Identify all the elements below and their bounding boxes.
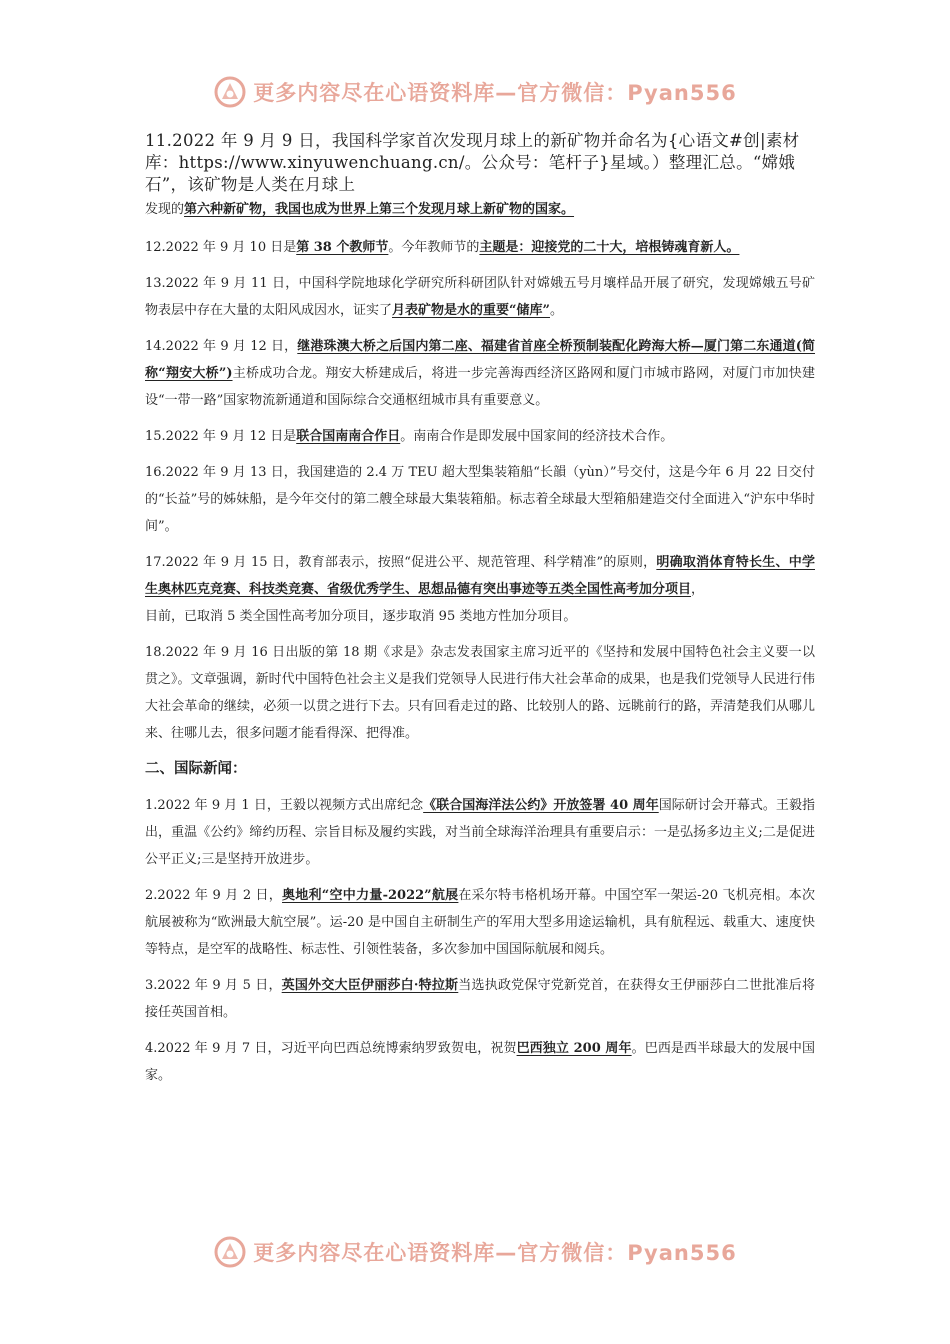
intl-item-2: 2.2022 年 9 月 2 日，奥地利“空中力量-2022”航展在采尔特韦格机场开幕。中国空军一架运-20 飞机亮相。本次航展被称为“欧洲最大航空展”。运-20 是中国自主研制生产的军用大型多用途运输机，具有航程远、载重大、速度快等特点，是空军的战略性、标志性、引领性装备，多次参加中国国际航展和阅兵。 — [145, 888, 815, 957]
highlight: 主题是：迎接党的二十大，培根铸魂育新人。 — [479, 240, 740, 255]
highlight: 奥地利“空中力量-2022”航展 — [282, 888, 459, 903]
item-15: 15.2022 年 9 月 12 日是联合国南南合作日。南南合作是即发展中国家间的经济技术合作。 — [145, 429, 674, 444]
item-17: 17.2022 年 9 月 15 日，教育部表示，按照“促进公平、规范管理、科学精准”的原则，明确取消体育特长生、中学生奥林匹克竞赛、科技类竞赛、省级优秀学生、思想品德有突出事迹等五类全国性高考加分项目， 目前，已取消 5 类全国性高考加分项目，逐步取消 95 类地方性加分项目。 — [145, 555, 815, 624]
highlight: 第 38 个教师节 — [296, 240, 389, 255]
watermark-text: 更多内容尽在心语资料库—官方微信：Pyan556 — [253, 1241, 737, 1265]
watermark-text: 更多内容尽在心语资料库—官方微信：Pyan556 — [253, 81, 737, 105]
highlight: 明确取消体育特长生、中学生奥林匹克竞赛、科技类竞赛、省级优秀学生、思想品德有突出事迹等五类全国性高考加分项目 — [145, 555, 815, 597]
highlight: 巴西独立 200 周年 — [516, 1041, 632, 1056]
header-watermark-banner — [0, 72, 950, 112]
section-title-international-news: 二、国际新闻： — [145, 761, 247, 777]
highlight: 继港珠澳大桥之后国内第二座、福建省首座全桥预制装配化跨海大桥—厦门第二东通道(简称“翔安大桥”) — [145, 339, 816, 381]
highlight: 第六种新矿物，我国也成为世界上第三个发现月球上新矿物的国家。 — [184, 202, 575, 217]
brand-logo-icon — [213, 1235, 247, 1269]
highlight: 《联合国海洋法公约》开放签署 40 周年 — [423, 798, 659, 813]
item-14: 14.2022 年 9 月 12 日，继港珠澳大桥之后国内第二座、福建省首座全桥预制装配化跨海大桥—厦门第二东通道(简称“翔安大桥”)主桥成功合龙。翔安大桥建成后，将进一步完善海西经济区路网和厦门市城市路网，对厦门市加快建设“一带一路”国家物流新通道和国际综合交通枢纽城市具有重要意义。 — [145, 339, 816, 408]
item-11-tail: 发现的第六种新矿物，我国也成为世界上第三个发现月球上新矿物的国家。 — [145, 202, 575, 217]
brand-logo-icon — [213, 75, 247, 109]
document-body — [145, 130, 815, 1098]
intl-item-4: 4.2022 年 9 月 7 日，习近平向巴西总统博索纳罗致贺电，祝贺巴西独立 200 周年。巴西是西半球最大的发展中国家。 — [145, 1041, 815, 1083]
item-18: 18.2022 年 9 月 16 日出版的第 18 期《求是》杂志发表国家主席习近平的《坚持和发展中国特色社会主义要一以贯之》。文章强调，新时代中国特色社会主义是我们党领导人民进行伟大社会革命的成果，也是我们党领导人民进行伟大社会革命的继续，必须一以贯之进行下去。只有回看走过的路、比较别人的路、远眺前行的路，弄清楚我们从哪儿来、往哪儿去，很多问题才能看得深、把得准。 — [145, 645, 815, 741]
intl-item-1: 1.2022 年 9 月 1 日，王毅以视频方式出席纪念《联合国海洋法公约》开放签署 40 周年国际研讨会开幕式。王毅指出，重温《公约》缔约历程、宗旨目标及履约实践，对当前全球海洋治理具有重要启示：一是弘扬多边主义;二是促进公平正义;三是坚持开放进步。 — [145, 798, 815, 867]
intl-item-3: 3.2022 年 9 月 5 日，英国外交大臣伊丽莎白·特拉斯当选执政党保守党新党首，在获得女王伊丽莎白二世批准后将接任英国首相。 — [145, 978, 815, 1020]
item-12: 12.2022 年 9 月 10 日是第 38 个教师节。今年教师节的主题是：迎接党的二十大，培根铸魂育新人。 — [145, 240, 740, 255]
highlight: 联合国南南合作日 — [296, 429, 401, 444]
highlight: 月表矿物是水的重要“储库” — [392, 303, 550, 318]
item-16: 16.2022 年 9 月 13 日，我国建造的 2.4 万 TEU 超大型集装箱船“长韻（yùn）”号交付，这是今年 6 月 22 日交付的“长益”号的姊妹船，是今年交付的第二艘全球最大集装箱船。标志着全球最大型箱船建造交付全面进入“沪东中华时间”。 — [145, 465, 815, 534]
highlight: 英国外交大臣伊丽莎白·特拉斯 — [281, 978, 459, 993]
item-11: 11.2022 年 9 月 9 日，我国科学家首次发现月球上的新矿物并命名为{心语文#创|素材库：https://www.xinyuwenchuang.cn/。公众号：笔杆子}星域。）整理汇总。“嫦娥石”，该矿物是人类在月球上 — [145, 131, 800, 194]
footer-watermark-banner — [0, 1232, 950, 1272]
item-13: 13.2022 年 9 月 11 日，中国科学院地球化学研究所科研团队针对嫦娥五号月壤样品开展了研究，发现嫦娥五号矿物表层中存在大量的太阳风成因水，证实了月表矿物是水的重要“储库”。 — [145, 276, 815, 318]
